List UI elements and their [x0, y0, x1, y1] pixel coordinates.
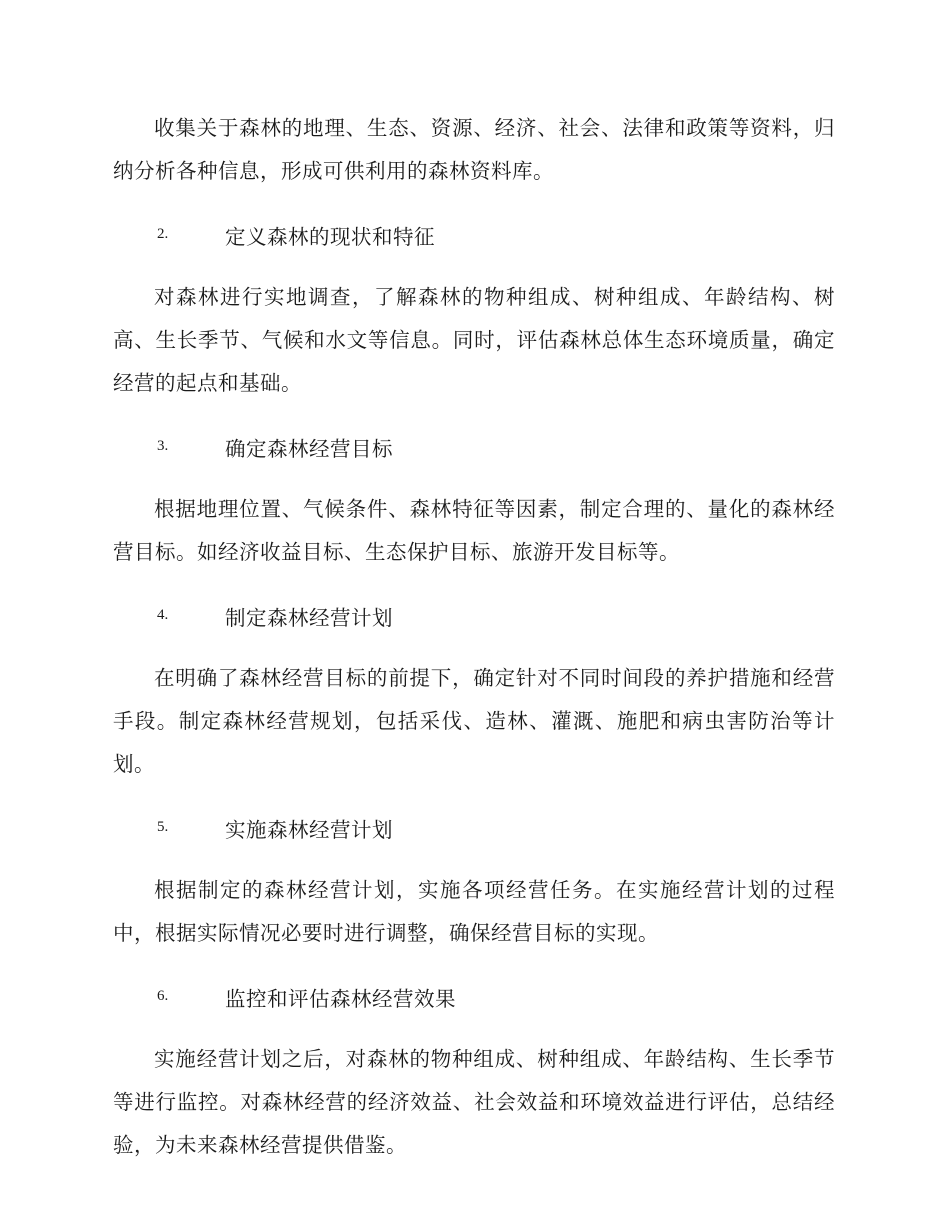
step-number: 2. — [157, 226, 169, 242]
heading-step-5 — [113, 806, 835, 849]
heading-step-4 — [113, 594, 835, 637]
step-number: 6. — [157, 988, 169, 1004]
step-number: 3. — [157, 438, 169, 454]
paragraph-collect-data: 收集关于森林的地理、生态、资源、经济、社会、法律和政策等资料，归纳分析各种信息，形成可供利用的森林资料库。 — [113, 116, 835, 183]
paragraph-step-3: 根据地理位置、气候条件、森林特征等因素，制定合理的、量化的森林经营目标。如经济收益目标、生态保护目标、旅游开发目标等。 — [113, 497, 835, 564]
step-title: 监控和评估森林经营效果 — [225, 986, 456, 1011]
step-title: 确定森林经营目标 — [225, 436, 393, 461]
paragraph-step-5: 根据制定的森林经营计划，实施各项经营任务。在实施经营计划的过程中，根据实际情况必要时进行调整，确保经营目标的实现。 — [113, 878, 835, 945]
step-number: 4. — [157, 607, 169, 623]
heading-step-3 — [113, 425, 835, 468]
paragraph-step-4: 在明确了森林经营目标的前提下，确定针对不同时间段的养护措施和经营手段。制定森林经营规划，包括采伐、造林、灌溉、施肥和病虫害防治等计划。 — [113, 666, 835, 776]
step-title: 实施森林经营计划 — [225, 817, 393, 842]
paragraph-step-2: 对森林进行实地调查，了解森林的物种组成、树种组成、年龄结构、树高、生长季节、气候和水文等信息。同时，评估森林总体生态环境质量，确定经营的起点和基础。 — [113, 285, 835, 395]
step-title: 定义森林的现状和特征 — [225, 224, 435, 249]
heading-step-6 — [113, 975, 835, 1018]
step-title: 制定森林经营计划 — [225, 605, 393, 630]
heading-step-2 — [113, 213, 835, 256]
step-number: 5. — [157, 819, 169, 835]
document-page — [113, 107, 835, 1187]
paragraph-step-6: 实施经营计划之后，对森林的物种组成、树种组成、年龄结构、生长季节等进行监控。对森林经营的经济效益、社会效益和环境效益进行评估，总结经验，为未来森林经营提供借鉴。 — [113, 1047, 835, 1157]
